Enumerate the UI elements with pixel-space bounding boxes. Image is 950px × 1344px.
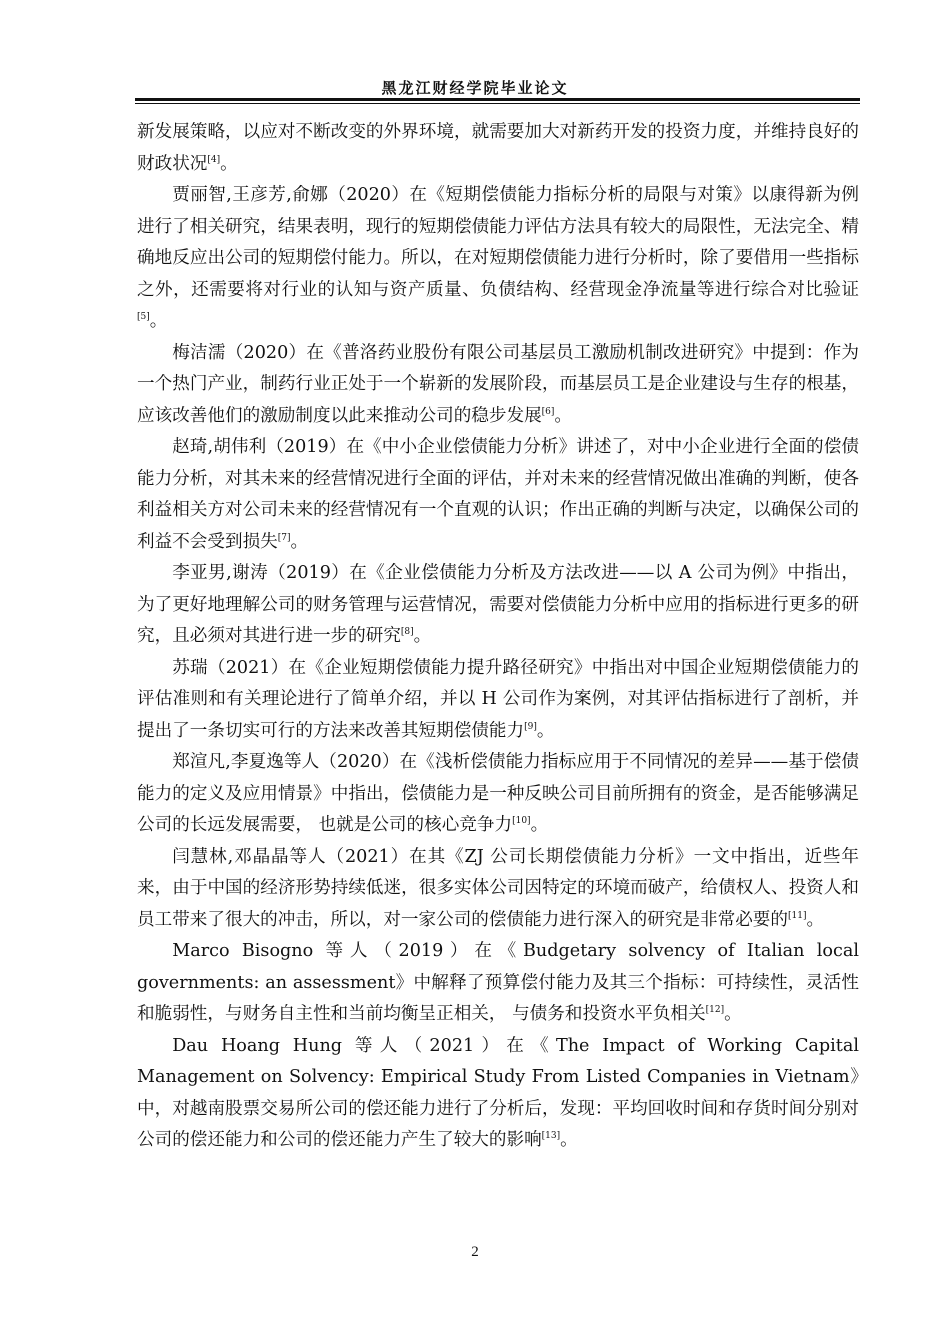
citation-marker: [5] (137, 312, 150, 322)
citation-marker: [10] (512, 816, 531, 826)
paragraph: 闫慧林,邓晶晶等人（2021）在其《ZJ 公司长期偿债能力分析》一文中指出，近些年来，由于中国的经济形势持续低迷，很多实体公司因特定的环境而破产，给债权人、投资人和员工带来了很大的冲击，所以，对一家公司的偿债能力进行深入的研究是非常必要的[11]。 (137, 846, 859, 930)
citation-marker: [4] (207, 154, 221, 165)
body-text (137, 117, 859, 1157)
paragraph: 新发展策略，以应对不断改变的外界环境，就需要加大对新药开发的投资力度，并维持良好的财政状况[4]。 (137, 122, 859, 174)
paragraph: 郑渲凡,李夏逸等人（2020）在《浅析偿债能力指标应用于不同情况的差异——基于偿债能力的定义及应用情景》中指出，偿债能力是一种反映公司目前所拥有的资金，是否能够满足公司的长远发展需要， 也就是公司的核心竞争力[10]。 (137, 752, 859, 835)
citation-marker: [11] (787, 910, 807, 921)
citation-marker: [6] (541, 406, 555, 417)
paragraph: 贾丽智,王彦芳,俞娜（2020）在《短期偿债能力指标分析的局限与对策》以康得新为例进行了相关研究，结果表明，现行的短期偿债能力评估方法具有较大的局限性，无法完全、精确地反应出公司的短期偿付能力。所以，在对短期偿债能力进行分析时，除了要借用一些指标之外，还需要将对行业的认知与资产质量、负债结构、经营现金净流量等进行综合对比验证[5]。 (137, 185, 859, 331)
citation-marker: [7] (277, 532, 291, 543)
paragraph: Dau Hoang Hung 等人（2021）在《The Impact of Working Capital Management on Solvency: Empirical Study From Listed Companies in Vietnam》中，对越南股票交易所公司的偿还能力进行了分析后，发现：平均回收时间和存货时间分别对公司的偿还能力和公司的偿还能力产生了较大的影响[13]。 (137, 1035, 859, 1150)
paragraph: Marco Bisogno 等人（2019）在《Budgetary solvency of Italian local governments: an assessment》中解释了预算偿付能力及其三个指标：可持续性，灵活性和脆弱性，与财务自主性和当前均衡呈正相关， 与债务和投资水平负相关[12]。 (137, 941, 859, 1024)
paragraph: 赵琦,胡伟利（2019）在《中小企业偿债能力分析》讲述了，对中小企业进行全面的偿债能力分析，对其未来的经营情况进行全面的评估，并对未来的经营情况做出准确的判断，使各利益相关方对公司未来的经营情况有一个直观的认识；作出正确的判断与决定，以确保公司的利益不会受到损失[7]。 (137, 437, 859, 552)
paragraph: 苏瑞（2021）在《企业短期偿债能力提升路径研究》中指出对中国企业短期偿债能力的评估准则和有关理论进行了简单介绍，并以 H 公司作为案例，对其评估指标进行了剖析，并提出了一条切实可行的方法来改善其短期偿债能力[9]。 (137, 657, 859, 741)
paragraph: 李亚男,谢涛（2019）在《企业偿债能力分析及方法改进——以 A 公司为例》中指出，为了更好地理解公司的财务管理与运营情况，需要对偿债能力分析中应用的指标进行更多的研究，且必须对其进行进一步的研究[8]。 (137, 563, 859, 646)
header-rule-thin (135, 103, 860, 104)
paragraph: 梅洁濡（2020）在《普洛药业股份有限公司基层员工激励机制改进研究》中提到：作为一个热门产业，制药行业正处于一个崭新的发展阶段，而基层员工是企业建设与生存的根基，应该改善他们的激励制度以此来推动公司的稳步发展[6]。 (137, 342, 859, 426)
page-header-title: 黑龙江财经学院毕业论文 (381, 79, 569, 97)
citation-marker: [13] (541, 1131, 561, 1141)
citation-marker: [12] (705, 1005, 725, 1015)
citation-marker: [8] (400, 627, 414, 637)
page-number: 2 (471, 1244, 479, 1260)
citation-marker: [9] (524, 721, 537, 732)
header-rule-thick (135, 98, 860, 101)
